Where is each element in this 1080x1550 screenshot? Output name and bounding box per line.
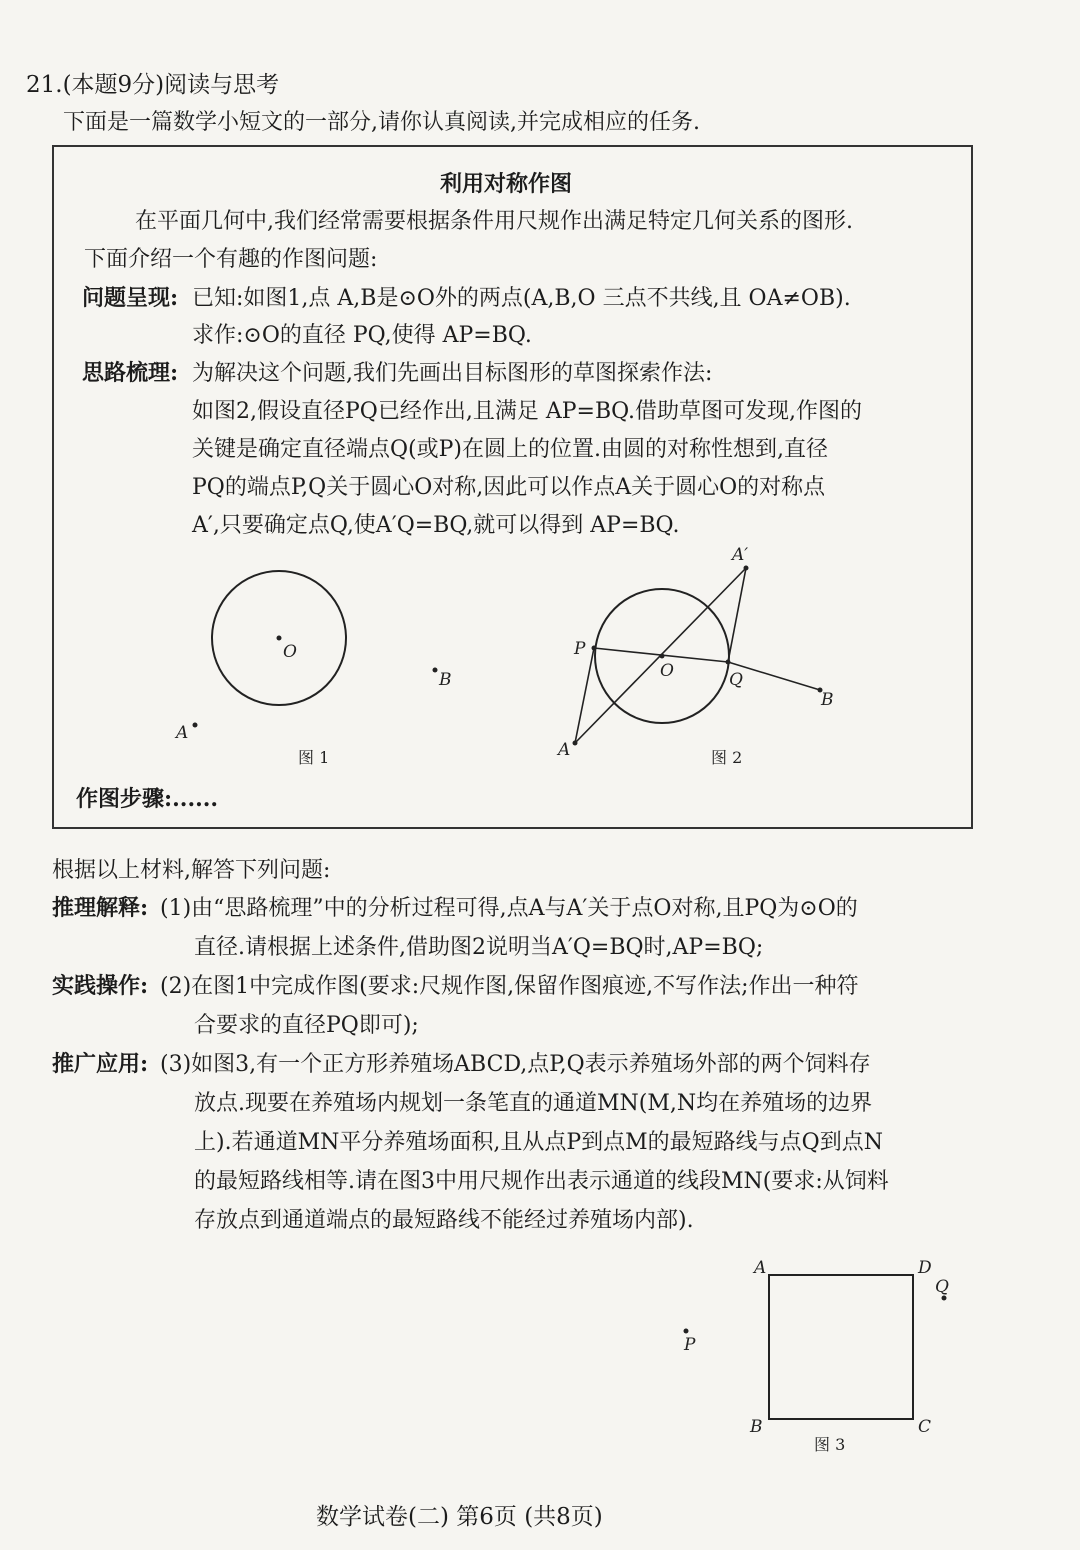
fig2-point-q xyxy=(726,660,731,665)
fig2-segment-aprime-q xyxy=(728,568,746,662)
idea-label: 思路梳理: xyxy=(82,360,179,386)
fig1-point-o xyxy=(277,636,282,641)
fig2-point-o xyxy=(660,654,665,659)
task-2-label: 实践操作: xyxy=(52,973,149,999)
problem-line-1: 已知:如图1,点 A,B是⊙O外的两点(A,B,O 三点不共线,且 OA≠OB). xyxy=(192,286,851,311)
task-3-line-1: (3)如图3,有一个正方形养殖场ABCD,点P,Q表示养殖场外部的两个饲料存 xyxy=(160,1052,871,1077)
fig3-square-abcd xyxy=(769,1275,913,1419)
figure-2 xyxy=(550,540,850,775)
fig3-label-q: Q xyxy=(935,1277,949,1297)
page-footer: 数学试卷(二) 第6页 (共8页) xyxy=(316,1504,603,1530)
tasks-lead: 根据以上材料,解答下列问题: xyxy=(52,858,331,883)
article-paragraph-1b: 下面介绍一个有趣的作图问题: xyxy=(84,247,378,272)
task-3-line-4: 的最短路线相等.请在图3中用尺规作出表示通道的线段MN(要求:从饲料 xyxy=(194,1169,889,1194)
fig2-label-b: B xyxy=(821,690,834,710)
fig3-point-p xyxy=(684,1329,689,1334)
figure-3 xyxy=(660,1250,980,1460)
task-1-line-2: 直径.请根据上述条件,借助图2说明当A′Q=BQ时,AP=BQ; xyxy=(194,935,764,960)
problem-line-2: 求作:⊙O的直径 PQ,使得 AP=BQ. xyxy=(192,323,532,348)
fig1-label-o: O xyxy=(283,642,297,662)
question-header: 21.(本题9分)阅读与思考 xyxy=(26,72,280,98)
task-3-label: 推广应用: xyxy=(52,1051,149,1077)
fig2-label-o: O xyxy=(660,661,674,681)
article-paragraph-1a: 在平面几何中,我们经常需要根据条件用尺规作出满足特定几何关系的图形. xyxy=(135,209,853,234)
fig2-point-aprime xyxy=(744,566,749,571)
task-1-label: 推理解释: xyxy=(52,895,149,921)
fig3-label-b: B xyxy=(750,1417,763,1437)
question-intro: 下面是一篇数学小短文的一部分,请你认真阅读,并完成相应的任务. xyxy=(63,110,700,135)
fig1-label-a: A xyxy=(176,723,189,743)
fig1-point-b xyxy=(433,668,438,673)
fig1-label-b: B xyxy=(439,670,452,690)
fig1-point-a xyxy=(193,723,198,728)
problem-label: 问题呈现: xyxy=(82,285,179,311)
steps-label: 作图步骤:...... xyxy=(76,786,219,812)
fig2-label-q: Q xyxy=(729,670,743,690)
fig3-label-a: A xyxy=(754,1258,767,1278)
fig3-label-c: C xyxy=(918,1417,932,1437)
idea-line-2: 如图2,假设直径PQ已经作出,且满足 AP=BQ.借助草图可发现,作图的 xyxy=(192,399,863,424)
fig1-caption: 图 1 xyxy=(298,748,330,767)
task-3-line-2: 放点.现要在养殖场内规划一条笔直的通道MN(M,N均在养殖场的边界 xyxy=(194,1091,873,1116)
idea-line-3: 关键是确定直径端点Q(或P)在圆上的位置.由圆的对称性想到,直径 xyxy=(192,437,828,462)
fig2-point-a xyxy=(573,741,578,746)
idea-line-4: PQ的端点P,Q关于圆心O对称,因此可以作点A关于圆心O的对称点 xyxy=(192,475,826,500)
fig2-label-aprime: A′ xyxy=(732,545,749,565)
task-3-line-3: 上).若通道MN平分养殖场面积,且从点P到点M的最短路线与点Q到点N xyxy=(194,1130,883,1155)
fig2-label-p: P xyxy=(574,639,586,659)
article-title: 利用对称作图 xyxy=(440,171,573,197)
figure-1 xyxy=(160,560,480,775)
fig3-label-p: P xyxy=(684,1335,696,1355)
fig3-label-d: D xyxy=(918,1258,932,1278)
fig2-segment-ap xyxy=(575,648,594,743)
fig2-point-p xyxy=(592,646,597,651)
task-2-line-1: (2)在图1中完成作图(要求:尺规作图,保留作图痕迹,不写作法;作出一种符 xyxy=(160,974,859,999)
fig3-caption: 图 3 xyxy=(814,1435,846,1454)
fig2-caption: 图 2 xyxy=(711,748,743,767)
fig2-label-a: A xyxy=(558,740,571,760)
task-3-line-5: 存放点到通道端点的最短路线不能经过养殖场内部). xyxy=(194,1208,694,1233)
task-2-line-2: 合要求的直径PQ即可); xyxy=(194,1013,419,1038)
idea-line-1: 为解决这个问题,我们先画出目标图形的草图探索作法: xyxy=(192,361,713,386)
idea-line-5: A′,只要确定点Q,使A′Q=BQ,就可以得到 AP=BQ. xyxy=(192,513,680,538)
task-1-line-1: (1)由“思路梳理”中的分析过程可得,点A与A′关于点O对称,且PQ为⊙O的 xyxy=(160,896,858,921)
